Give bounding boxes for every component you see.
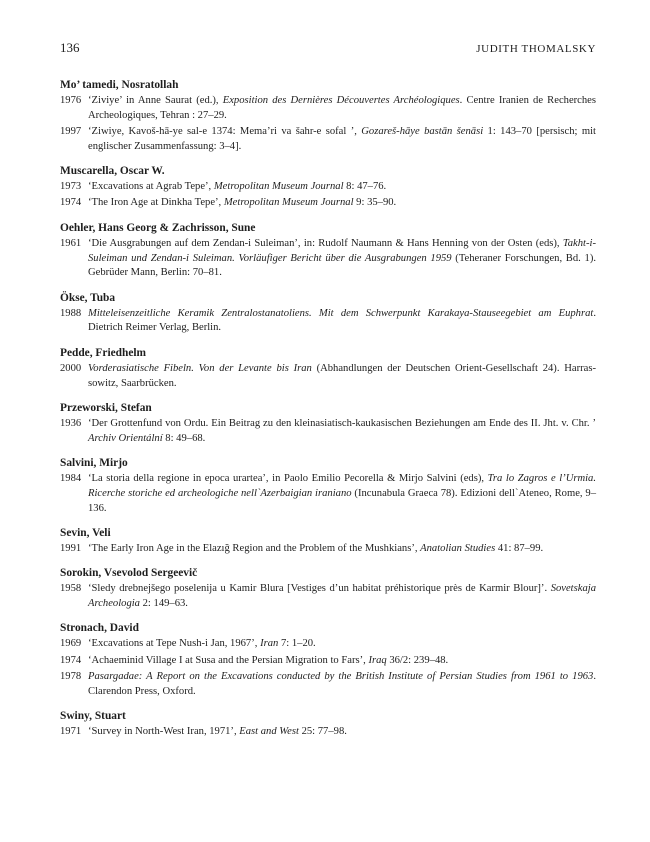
citation-title-italic: Mitteleisenzeitliche Keramik Zentralostanatoliens. Mit dem Schwerpunkt Karakaya-Stauseegebiet am Euphrat [88,307,594,319]
entry-year: 1936 [60,417,82,429]
bibliography-entry [60,125,596,155]
entry-citation [88,237,596,281]
entry-year: 1991 [60,542,82,554]
entry-year: 1997 [60,126,82,138]
author-block [60,164,596,211]
author-name: Ökse, Tuba [60,291,116,304]
entry-year: 1976 [60,95,82,106]
citation-text: 41: 87–99. [495,542,544,554]
bibliography-entry [60,417,596,447]
citation-title-italic: Iran [260,638,279,650]
entry-citation [88,417,596,447]
bibliography-entry [60,582,596,612]
author-name: Salvini, Mirjo [60,456,128,469]
bibliography-entry [60,670,596,700]
entry-citation [88,472,596,516]
author-name: Sevin, Veli [60,526,111,539]
bibliography-entry [60,725,596,740]
bibliography-entry [60,637,596,652]
author-block [60,456,596,516]
citation-text: 7: 1–20. [278,638,316,650]
entry-citation [88,307,596,337]
citation-title-italic: Anatolian Studies [420,542,496,554]
citation-text: ‘Excavations at Agrab Tepe’, [88,181,214,193]
entry-citation [88,542,596,557]
citation-text: . Clarendon Press, Oxford. [88,670,596,697]
author-name: Oehler, Hans Georg & Zachrisson, Sune [60,221,256,234]
bibliography-list [60,78,596,749]
page-number: 136 [60,40,80,55]
author-name: Przeworski, Stefan [60,401,152,414]
entry-year: 1974 [60,654,82,666]
citation-text: 36/2: 239–48. [386,654,449,666]
citation-text: ‘Excavations at Tepe Nush-i Jan, 1967’, [88,638,261,650]
citation-text: (Incunabula Graeca 78). Edizioni dell`Ateneo, Rome, 9–136. [88,487,596,514]
citation-text: ‘Survey in North-West Iran, 1971’, [88,725,240,737]
citation-title-italic: Gozareš-hāye bastān šenāsi [361,126,484,138]
citation-text: ‘Ziwiye, Kavoš-hā-ye sal-e 1374: Mema’ri va šahr-e sofal ’, [88,126,362,138]
entry-year: 1969 [60,638,82,650]
entry-year: 2000 [60,362,82,374]
entry-citation [88,637,596,652]
citation-text: ‘The Early Iron Age in the Elazığ Region and the Problem of the Mushkians’, [88,542,421,554]
citation-text: 25: 77–98. [298,725,347,737]
citation-title-italic: Takht-i-Suleiman und Zendan-i Suleiman. Vorläufiger Bericht über die Ausgrabungen 1959 [88,237,596,264]
entry-year: 1973 [60,181,82,193]
author-name: Stronach, David [60,622,139,635]
entry-year: 1961 [60,237,82,249]
citation-title-italic: Tra lo Zagros e l’Urmia. Ricerche storiche ed archeologiche nell`Azerbaigian iraniano [88,472,597,499]
author-block [60,291,596,337]
entry-year: 1974 [60,197,82,209]
citation-text: ‘Die Ausgrabungen auf dem Zendan-i Suleiman’, in: Rudolf Naumann & Hans Henning von der Osten (eds), [88,237,563,249]
citation-title-italic: Pasargadae: A Report on the Excavations conducted by the British Institute of Persian Studies from 1961 to 1963 [88,670,594,682]
citation-title-italic: Metropolitan Museum Journal [213,181,344,193]
bibliography-entry [60,180,596,195]
citation-text: . Centre Iranien de Recherches Archeologiques, Tehran : 27–29. [88,95,597,121]
citation-title-italic: Vorderasiatische Fibeln. Von der Levante bis Iran [88,362,312,374]
entry-citation [88,180,596,195]
entry-year: 1984 [60,472,82,484]
page-header [60,40,596,58]
author-name: Swiny, Stuart [60,709,126,722]
author-name: Muscarella, Oscar W. [60,165,165,178]
citation-text: 9: 35–90. [353,197,397,209]
author-block [60,346,596,392]
citation-title-italic: Archiv Orientální [88,432,163,444]
author-name: Mo’ tamedi, Nosratollah [60,79,179,91]
citation-text: 2: 149–63. [139,597,188,609]
citation-text: 8: 49–68. [162,432,206,444]
author-name: Pedde, Friedhelm [60,346,147,359]
bibliography-entry [60,542,596,557]
author-name: Sorokin, Vsevolod Sergeevič [60,567,198,580]
bibliography-entry [60,237,596,281]
author-block [60,709,596,740]
entry-citation [88,582,596,612]
bibliography-entry [60,196,596,211]
entry-citation [88,725,596,740]
entry-year: 1978 [60,670,82,682]
citation-text: 1: 143–70 [persisch; mit englischer Zusammenfassung: 3–4]. [88,126,596,152]
running-head: JUDITH THOMALSKY [476,43,596,55]
citation-title-italic: East and West [239,725,299,737]
author-block [60,566,596,612]
citation-text: 8: 47–76. [343,181,387,193]
citation-text: ‘La storia della regione in epoca urartea’, in Paolo Emilio Pecorella & Mirjo Salvini (eds), [88,472,488,484]
entry-citation [88,196,596,211]
citation-text: ‘Ziviye’ in Anne Saurat (ed.), [88,95,223,106]
citation-text: (Abhandlungen der Deutschen Orient-Gesellschaft 24). Harrassowitz, Saarbrücken. [88,362,596,389]
bibliography-entry [60,472,596,516]
author-block [60,221,596,281]
citation-title-italic: Metropolitan Museum Journal [223,197,354,209]
author-block [60,526,596,557]
entry-year: 1971 [60,725,82,737]
entry-citation [88,654,596,669]
entry-citation [88,362,596,392]
citation-text: ‘Achaeminid Village I at Susa and the Persian Migration to Fars’, [88,654,369,666]
author-block [60,401,596,447]
entry-citation [88,94,596,124]
citation-title-italic: Sovetskaja Archeologia [88,583,596,609]
bibliography-entry [60,94,596,124]
bibliography-entry [60,654,596,669]
entry-citation [88,670,596,700]
author-block [60,621,596,699]
entry-year: 1958 [60,583,82,595]
entry-citation [88,125,596,155]
citation-title-italic: Exposition des Dernières Découvertes Archéologiques [222,95,460,106]
citation-text: ‘Der Grottenfund von Ordu. Ein Beitrag zu den kleinasiatisch-kaukasischen Beziehungen am Ende des II. Jht. v. Chr. ’ [88,417,596,429]
entry-year: 1988 [60,307,82,319]
citation-text: (Teheraner Forschungen, Bd. 1). Gebrüder Mann, Berlin: 70–81. [88,252,596,279]
bibliography-entry [60,362,596,392]
author-block [60,78,596,155]
citation-title-italic: Iraq [368,654,387,666]
bibliography-entry [60,307,596,337]
citation-text: ‘The Iron Age at Dinkha Tepe’, [88,197,224,209]
citation-text: . Dietrich Reimer Verlag, Berlin. [88,307,596,334]
citation-text: ‘Sledy drebnejšego poselenija u Kamir Blura [Vestiges d’un habitat préhistorique près de Karmir Blour]’. [88,583,551,595]
